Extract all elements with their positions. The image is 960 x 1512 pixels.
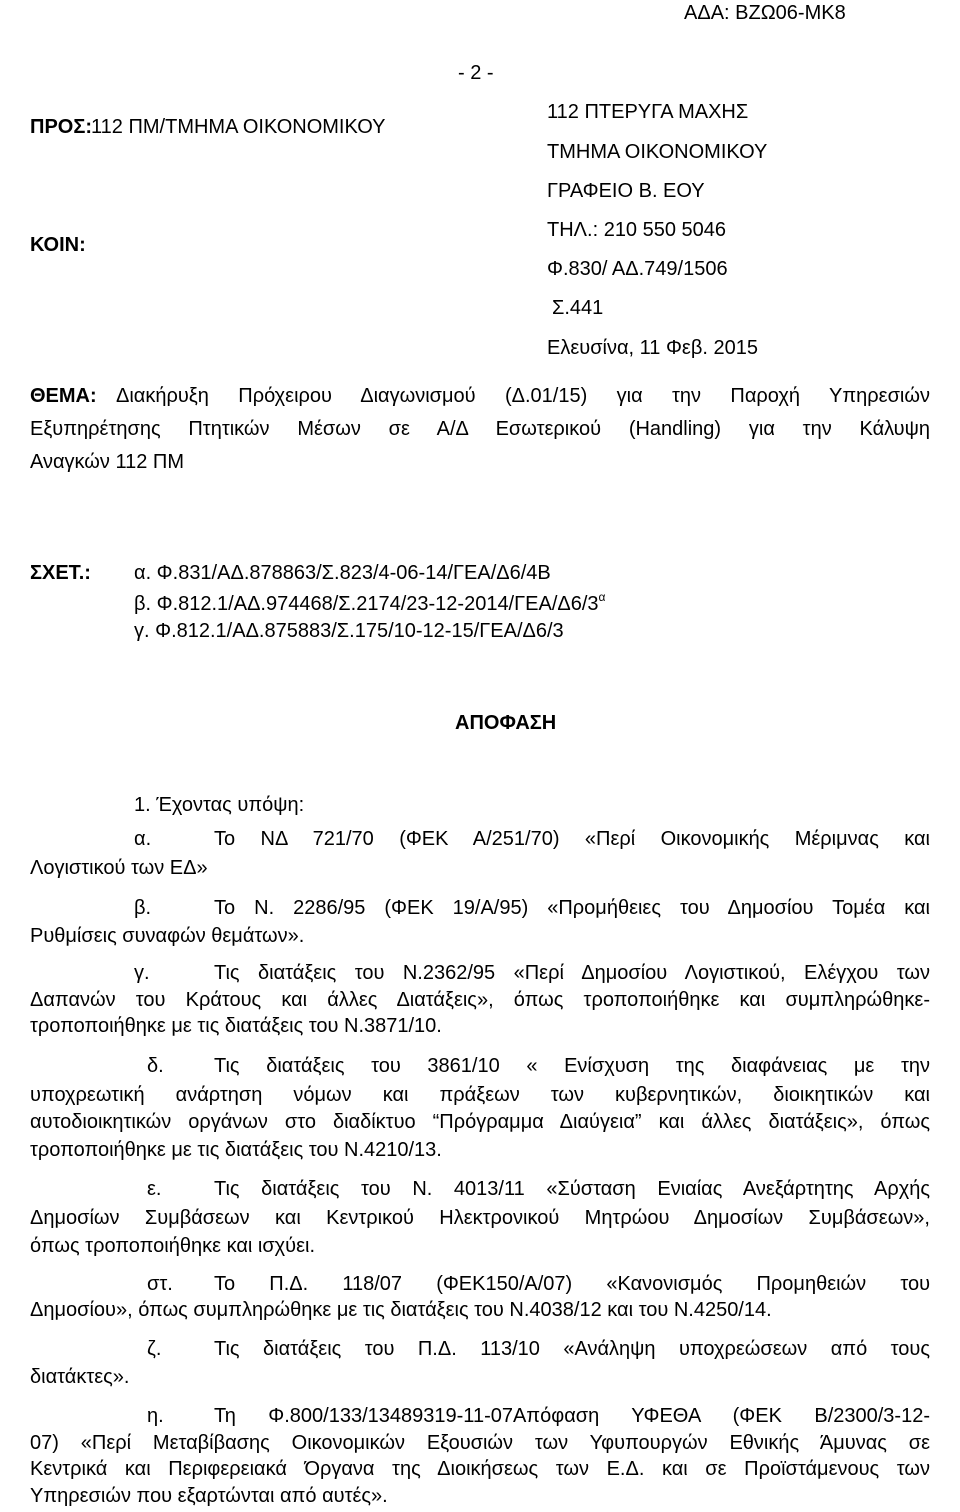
- item-st-line-1: Το Π.Δ. 118/07 (ΦΕΚ150/Α/07) «Κανονισμός Προμηθειών του: [214, 1273, 930, 1295]
- item-c-line-2: Δαπανών του Κράτους και άλλες Διατάξεις», όπως τροποποιήθηκε και συμπληρώθηκε-: [30, 989, 930, 1011]
- item-h-line-4: Υπηρεσιών που εξαρτώνται από αυτές».: [30, 1485, 388, 1507]
- sender-office: ΓΡΑΦΕΙΟ Β. ΕΟΥ: [547, 180, 705, 202]
- sender-phone: ΤΗΛ.: 210 550 5046: [547, 219, 727, 241]
- item-h-line-2: 07) «Περί Μεταβίβασης Οικονομικών Εξουσιών των Υφυπουργών Εθνικής Άμυνας σε: [30, 1432, 930, 1454]
- item-d-marker: δ.: [147, 1055, 164, 1077]
- pros-label: ΠΡΟΣ:: [30, 116, 93, 138]
- references-label: ΣΧΕΤ.:: [30, 562, 91, 584]
- item-z-marker: ζ.: [147, 1338, 162, 1360]
- reference-c: γ. Φ.812.1/ΑΔ.875883/Σ.175/10-12-15/ΓΕΑ/Δ6/3: [134, 620, 564, 642]
- sender-reference: Φ.830/ ΑΔ.749/1506: [547, 258, 728, 280]
- item-c-marker: γ.: [134, 962, 150, 984]
- item-st-marker: στ.: [147, 1273, 173, 1295]
- item-e-line-1: Τις διατάξεις του Ν. 4013/11 «Σύσταση Ενιαίας Ανεξάρτητης Αρχής: [214, 1178, 930, 1200]
- subject-label: ΘΕΜΑ:: [30, 385, 97, 407]
- subject-line-1: Διακήρυξη Πρόχειρου Διαγωνισμού (Δ.01/15) για την Παροχή Υπηρεσιών: [116, 385, 930, 407]
- subject-line-3: Αναγκών 112 ΠΜ: [30, 451, 185, 473]
- reference-b: [134, 590, 606, 616]
- document-date: Ελευσίνα, 11 Φεβ. 2015: [547, 337, 758, 359]
- item-e-line-2: Δημοσίων Συμβάσεων και Κεντρικού Ηλεκτρονικού Μητρώου Δημοσίων Συμβάσεων»,: [30, 1207, 930, 1229]
- item-e-line-3: όπως τροποποιήθηκε και ισχύει.: [30, 1235, 316, 1257]
- koin-label: ΚΟΙΝ:: [30, 234, 86, 256]
- item-a-line-2: Λογιστικού των ΕΔ»: [30, 857, 208, 879]
- decision-intro: 1. Έχοντας υπόψη:: [134, 794, 305, 816]
- item-b-marker: β.: [134, 897, 152, 919]
- item-d-line-4: τροποποιήθηκε με τις διατάξεις του Ν.4210/13.: [30, 1139, 442, 1161]
- ada-code: ΑΔΑ: ΒΖΩ06-ΜΚ8: [684, 2, 846, 24]
- page-number: - 2 -: [458, 62, 494, 84]
- item-z-line-1: Τις διατάξεις του Π.Δ. 113/10 «Ανάληψη υποχρεώσεων από τους: [214, 1338, 930, 1360]
- reference-a: α. Φ.831/ΑΔ.878863/Σ.823/4-06-14/ΓΕΑ/Δ6/4Β: [134, 562, 551, 584]
- subject-line-2: Εξυπηρέτησης Πτητικών Μέσων σε Α/Δ Εσωτερικού (Handling) για την Κάλυψη: [30, 418, 930, 440]
- item-b-line-2: Ρυθμίσεις συναφών θεμάτων».: [30, 925, 305, 947]
- item-st-line-2: Δημοσίου», όπως συμπληρώθηκε με τις διατάξεις του Ν.4038/12 και του Ν.4250/14.: [30, 1299, 772, 1321]
- item-d-line-2: υποχρεωτική ανάρτηση νόμων και πράξεων των κυβερνητικών, διοικητικών και: [30, 1084, 930, 1106]
- item-z-line-2: διατάκτες».: [30, 1366, 130, 1388]
- item-a-marker: α.: [134, 828, 152, 850]
- item-c-line-3: τροποποιήθηκε με τις διατάξεις του Ν.3871/10.: [30, 1015, 442, 1037]
- sender-department: ΤΜΗΜΑ ΟΙΚΟΝΟΜΙΚΟΥ: [547, 141, 768, 163]
- item-d-line-1: Τις διατάξεις του 3861/10 « Ενίσχυση της διαφάνειας με την: [214, 1055, 930, 1077]
- item-b-line-1: Το Ν. 2286/95 (ΦΕΚ 19/Α/95) «Προμήθειες του Δημοσίου Τομέα και: [214, 897, 930, 919]
- item-c-line-1: Τις διατάξεις του Ν.2362/95 «Περί Δημοσίου Λογιστικού, Ελέγχου των: [214, 962, 930, 984]
- item-h-line-1: Τη Φ.800/133/13489319-11-07Απόφαση ΥΦΕΘΑ (ΦΕΚ Β/2300/3-12-: [214, 1405, 930, 1427]
- item-h-line-3: Κεντρικά και Περιφερειακά Όργανα της Διοικήσεως των Ε.Δ. και σε Προϊστάμενους των: [30, 1458, 930, 1480]
- item-a-line-1: Το ΝΔ 721/70 (ΦΕΚ Α/251/70) «Περί Οικονομικής Μέριμνας και: [214, 828, 930, 850]
- item-h-marker: η.: [147, 1405, 164, 1427]
- reference-b-superscript: α: [598, 590, 606, 604]
- sender-unit: 112 ΠΤΕΡΥΓΑ ΜΑΧΗΣ: [547, 101, 749, 123]
- sender-serial: Σ.441: [552, 297, 604, 319]
- reference-b-text: β. Φ.812.1/ΑΔ.974468/Σ.2174/23-12-2014/ΓΕΑ/Δ6/3: [134, 593, 599, 615]
- item-d-line-3: αυτοδιοικητικών οργάνων στο διαδίκτυο “Πρόγραμμα Διαύγεια” και άλλες διατάξεις», όπως: [30, 1111, 930, 1133]
- item-e-marker: ε.: [147, 1178, 162, 1200]
- decision-title: ΑΠΟΦΑΣΗ: [455, 712, 557, 734]
- pros-value: 112 ΠΜ/ΤΜΗΜΑ ΟΙΚΟΝΟΜΙΚΟΥ: [91, 116, 386, 138]
